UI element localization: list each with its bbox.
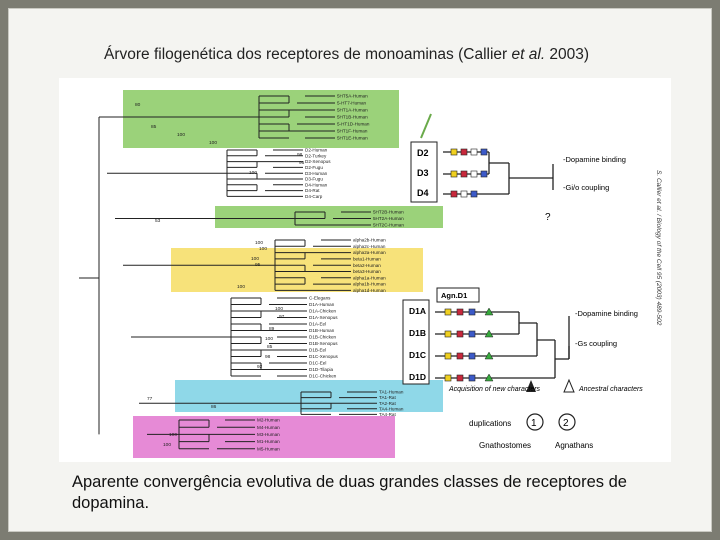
leaf-label: D1B-Chicken — [309, 334, 337, 340]
label-duplications: duplications — [469, 419, 512, 428]
bootstrap-value: 100 — [265, 337, 274, 342]
character-marker — [457, 331, 463, 337]
leaf-label: D2-Xenopus — [305, 159, 331, 165]
bootstrap-value: 98 — [297, 153, 303, 158]
bootstrap-value: 100 — [251, 257, 260, 262]
title-italic: et al. — [511, 46, 546, 63]
phylogenetic-tree-figure — [59, 78, 671, 462]
leaf-label: 5HT1F-Human — [337, 128, 368, 134]
bootstrap-value: 100 — [169, 433, 178, 438]
bootstrap-value: 89 — [269, 327, 275, 332]
side-citation: S. Callier et al. / Biology of the Cell 95 (2003) 489-502 — [655, 170, 662, 326]
character-marker — [469, 331, 475, 337]
bootstrap-value: 100 — [237, 285, 246, 290]
leaf-label: TA1-Human — [379, 389, 404, 395]
character-marker — [451, 171, 457, 177]
leaf-label: alpha1a-Human — [353, 275, 386, 281]
character-marker — [461, 149, 467, 155]
leaf-label: alpha1b-Human — [353, 281, 386, 287]
label-gs-coupling: -Gs coupling — [575, 339, 618, 348]
character-marker — [451, 149, 457, 155]
bootstrap-value: 96 — [299, 161, 305, 166]
character-marker — [451, 191, 457, 197]
leaf-label: D4-Human — [305, 182, 328, 188]
leaf-label: M5-Human — [257, 446, 280, 452]
leaf-label: D1C-Chicken — [309, 373, 337, 379]
leaf-label: 5HT5A-Human — [337, 93, 368, 99]
character-marker — [445, 353, 451, 359]
label-d1c: D1C — [409, 350, 427, 360]
label-d1b: D1B — [409, 328, 427, 338]
leaf-label: D1A-Eel — [309, 321, 327, 327]
character-marker — [469, 375, 475, 381]
leaf-label: 5HT2A-Human — [373, 216, 404, 222]
label-d4: D4 — [417, 188, 429, 198]
leaf-label: M1-Human — [257, 439, 280, 445]
top-markers — [451, 149, 487, 197]
label-ancestral: Ancestral characters — [579, 386, 643, 393]
leaf-label: beta1-Human — [353, 256, 381, 262]
leaf-label: 5HT1E-Human — [337, 135, 368, 141]
bootstrap-value: 53 — [155, 219, 161, 224]
bootstrap-value: 95 — [255, 263, 261, 268]
leaf-label: alpha1d-Human — [353, 288, 386, 293]
leaf-label: 5HT1A-Human — [337, 107, 368, 113]
label-agn: Agn.D1 — [441, 291, 468, 300]
leaf-label: D2-Human — [305, 147, 328, 153]
leaf-label: D3-Human — [305, 170, 328, 176]
leaf-label: alpha2b-Human — [353, 237, 386, 243]
bottom-markers — [445, 308, 493, 381]
leaf-label: TA4-Human — [379, 406, 404, 412]
label-gnathostomes: Gnathostomes — [479, 441, 532, 450]
leaf-label: D1A-Human — [309, 302, 335, 308]
leaf-label: 5HT2B-Human — [373, 209, 404, 215]
slide-caption: Aparente convergência evolutiva de duas grandes classes de receptores de dopamina. — [72, 473, 627, 512]
label-one: 1 — [531, 418, 537, 429]
bootstrap-value: 100 — [275, 307, 284, 312]
bootstrap-value: 100 — [249, 171, 258, 176]
leaf-label: D1D-Tilapia — [309, 367, 334, 373]
leaf-label: D1C-Xenopus — [309, 354, 338, 360]
label-acquisition: Acquisition of new characters — [449, 386, 541, 393]
leaf-label: D1B-Xenopus — [309, 341, 338, 347]
bootstrap-value: 100 — [163, 443, 172, 448]
bootstrap-value: 97 — [279, 315, 285, 320]
label-dopamine-binding-top: -Dopamine binding — [563, 155, 626, 164]
leaf-label: D1C-Eel — [309, 360, 327, 366]
label-d2: D2 — [417, 148, 429, 158]
title-main: Árvore filogenética dos receptores de monoaminas (Callier — [104, 46, 512, 63]
label-dopamine-binding-bottom: -Dopamine binding — [575, 309, 638, 318]
bootstrap-value: 100 — [255, 241, 264, 246]
character-marker — [445, 375, 451, 381]
leaf-label: alpha2c-Human — [353, 243, 386, 249]
character-marker — [471, 171, 477, 177]
leaf-label: M2-Human — [257, 417, 280, 423]
leaf-label: D4-Carp — [305, 194, 323, 199]
leaf-label: 5-HT1D-Human — [337, 121, 370, 127]
character-marker — [471, 191, 477, 197]
leaf-label: D1A-Xenopus — [309, 315, 338, 321]
bootstrap-value: 100 — [259, 247, 268, 252]
leaf-label: D3-Fugu — [305, 176, 323, 182]
leaf-label: beta2-Human — [353, 262, 381, 268]
leaf-label: M4-Human — [257, 424, 280, 430]
leaf-label: D1A-Chicken — [309, 308, 337, 314]
bottom-character-tree — [435, 312, 569, 378]
character-marker — [445, 331, 451, 337]
bootstrap-value: 77 — [147, 397, 153, 402]
label-d1a: D1A — [409, 306, 427, 316]
leaf-label: M3-Human — [257, 432, 280, 437]
leaf-label: TA1-Rat — [379, 395, 396, 401]
label-two: 2 — [563, 418, 569, 429]
character-marker — [457, 375, 463, 381]
bootstrap-value: 85 — [151, 125, 157, 130]
leaf-label: 5HT1B-Human — [337, 114, 368, 120]
leaf-label: D1B-Eel — [309, 347, 327, 353]
character-marker — [481, 149, 487, 155]
character-marker — [471, 149, 477, 155]
bootstrap-value: 92 — [257, 365, 263, 370]
leaf-label: alpha2a-Human — [353, 250, 386, 256]
character-marker — [461, 191, 467, 197]
tree-svg — [59, 78, 671, 462]
top-character-tree — [443, 152, 553, 194]
leaf-label: 5HT2C-Human — [373, 222, 404, 228]
title-tail: 2003) — [545, 46, 590, 63]
character-marker — [461, 171, 467, 177]
leaf-label: TA2-Rat — [379, 400, 396, 406]
leaf-label: D2-Turkey — [305, 153, 327, 159]
leaf-label: D2-Fugu — [305, 165, 323, 170]
label-gio-coupling: -Gi/o coupling — [563, 183, 610, 192]
leaf-label: D4-Rat — [305, 188, 320, 194]
open-triangle-marker — [564, 380, 574, 392]
bootstrap-value: 85 — [267, 345, 273, 350]
green-arrow — [421, 114, 431, 138]
label-question: ? — [545, 212, 551, 223]
leaf-label: D1B-Human — [309, 328, 335, 334]
character-marker — [469, 353, 475, 359]
character-marker — [481, 171, 487, 177]
bootstrap-value: 86 — [211, 405, 217, 410]
leaf-label: TA4-Rat — [379, 412, 396, 417]
bootstrap-value: 98 — [265, 355, 271, 360]
bootstrap-value: 100 — [177, 133, 186, 138]
label-agnathans: Agnathans — [555, 441, 594, 450]
slide-title — [104, 46, 704, 64]
character-marker — [457, 309, 463, 315]
character-marker — [445, 309, 451, 315]
leaf-label: C-Elegans — [309, 295, 331, 301]
bootstrap-value: 80 — [135, 103, 141, 108]
label-d3: D3 — [417, 168, 429, 178]
character-marker — [457, 353, 463, 359]
leaf-label: 5-HT7-Human — [337, 100, 367, 106]
leaf-label: beta3-Human — [353, 269, 381, 275]
bootstrap-value: 100 — [209, 141, 218, 146]
character-marker — [469, 309, 475, 315]
label-d1d: D1D — [409, 372, 427, 382]
